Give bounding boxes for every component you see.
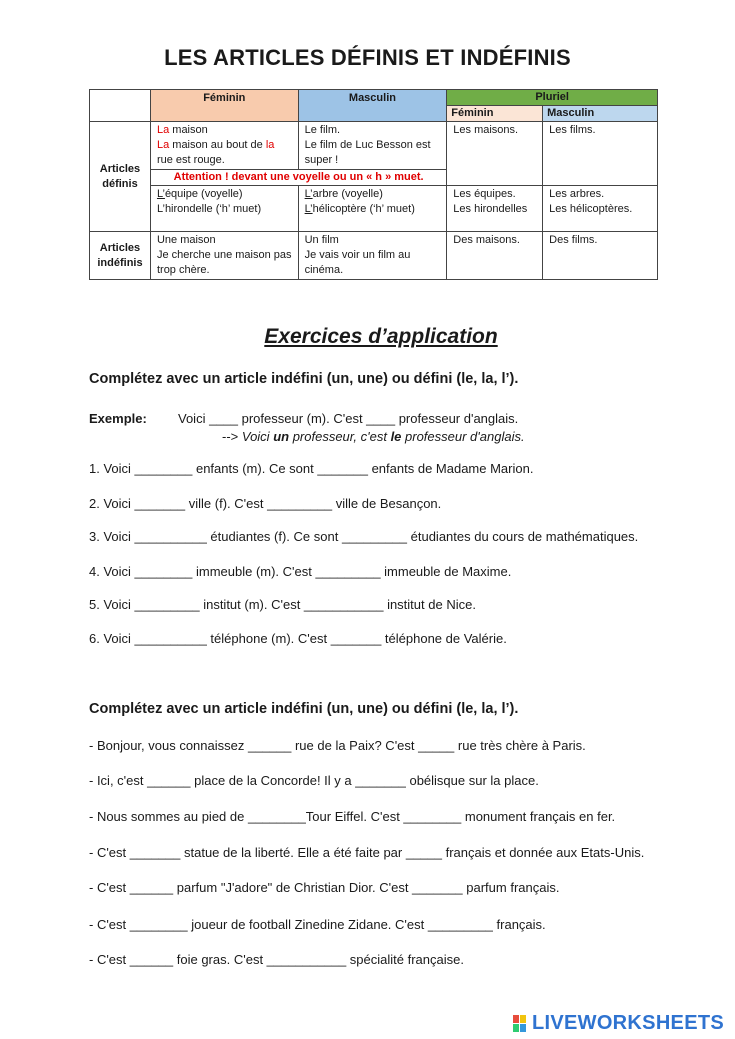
text-voir-film: Je vais voir un film au cinéma. xyxy=(304,249,411,276)
exercise1-item: 5. Voici _________ institut (m). C'est ___________ institut de Nice. xyxy=(89,597,476,612)
example-answer-article: un xyxy=(273,429,290,444)
cell-voyelle-pluriel-masculin xyxy=(543,186,658,232)
text-maison: maison xyxy=(169,124,208,136)
text-les-arbres: Les arbres. xyxy=(549,188,605,200)
article-l-arbre: L’ xyxy=(304,188,313,200)
exercises-subtitle: Exercices d’application xyxy=(264,325,498,348)
article-la-1: La xyxy=(156,124,170,136)
exercise1-item: 2. Voici _______ ville (f). C'est _________ ville de Besançon. xyxy=(89,496,442,511)
article-la-3: la xyxy=(265,139,275,151)
header-pluriel-masculin: Masculin xyxy=(543,106,658,122)
article-l-helicoptere: L’ xyxy=(304,203,313,215)
exercise1-item: 4. Voici ________ immeuble (m). C'est _________ immeuble de Maxime. xyxy=(89,564,512,579)
text-un-film: Un film xyxy=(304,234,339,246)
liveworksheets-logo xyxy=(513,1010,724,1036)
exercise1-item: 6. Voici __________ téléphone (m). C'est _______ téléphone de Valérie. xyxy=(89,631,507,646)
text-rue-rouge: rue est rouge. xyxy=(156,154,225,166)
exercise1-item: 3. Voici __________ étudiantes (f). Ce sont _________ étudiantes du cours de mathématiques. xyxy=(89,529,639,544)
cell-voyelle-feminin xyxy=(150,186,298,232)
cell-def-masculin xyxy=(298,122,447,170)
text-arbre: arbre (voyelle) xyxy=(312,188,383,200)
exercise2-item: - C'est ________ joueur de football Zinedine Zidane. C'est _________ français. xyxy=(89,917,546,932)
text-les-helicopteres: Les hélicoptères. xyxy=(549,203,633,215)
text-hirondelle: hirondelle (‘h’ muet) xyxy=(164,203,262,215)
exercise2-item: - Bonjour, vous connaissez ______ rue de la Paix? C'est _____ rue très chère à Paris. xyxy=(89,738,586,753)
exercise2-item: - C'est ______ foie gras. C'est ___________ spécialité française. xyxy=(89,952,464,967)
exercise2-item: - C'est ______ parfum "J'adore" de Christian Dior. C'est _______ parfum français. xyxy=(89,880,560,895)
exercise2-item: - C'est _______ statue de la liberté. Elle a été faite par _____ français et donnée aux Etats-Unis. xyxy=(89,845,645,860)
articles-table xyxy=(89,89,658,280)
header-pluriel: Pluriel xyxy=(447,90,658,106)
article-la-2: La xyxy=(156,139,170,151)
header-pluriel-feminin: Féminin xyxy=(447,106,543,122)
text-les-equipes: Les équipes. xyxy=(453,188,516,200)
row-header-definis: Articles définis xyxy=(90,122,151,232)
cell-def-pluriel-feminin: Les maisons. xyxy=(447,122,543,186)
example-answer-part: professeur, c'est xyxy=(289,429,391,444)
example-answer-part: professeur d'anglais. xyxy=(401,429,525,444)
example-arrow: --> xyxy=(222,429,242,444)
example-label: Exemple: xyxy=(89,411,147,426)
example-answer-article: le xyxy=(390,429,402,444)
header-masculin: Masculin xyxy=(298,90,447,122)
liveworksheets-icon xyxy=(513,1013,529,1033)
section2-heading: Complétez avec un article indéfini (un, une) ou défini (le, la, l’). xyxy=(89,701,519,717)
table-corner-cell xyxy=(90,90,151,122)
section1-heading: Complétez avec un article indéfini (un, une) ou défini (le, la, l’). xyxy=(89,371,519,387)
text-equipe: équipe (voyelle) xyxy=(164,188,243,200)
exercise1-item: 1. Voici ________ enfants (m). Ce sont _______ enfants de Madame Marion. xyxy=(89,461,534,476)
exercise2-item: - Nous sommes au pied de ________Tour Eiffel. C'est ________ monument français en fer. xyxy=(89,809,616,824)
text-le-film-besson: Le film de Luc Besson est super ! xyxy=(304,139,431,166)
example-answer-part: Voici xyxy=(241,429,274,444)
cell-ind-masculin xyxy=(298,232,447,280)
cell-voyelle-masculin xyxy=(298,186,447,232)
text-cherche-maison: Je cherche une maison pas trop chère. xyxy=(156,249,292,276)
article-l-equipe: L’ xyxy=(156,188,165,200)
example-answer xyxy=(222,429,525,444)
cell-voyelle-pluriel-feminin xyxy=(447,186,543,232)
article-l-hirondelle: L’ xyxy=(156,203,165,215)
example-text: Voici ____ professeur (m). C'est ____ professeur d'anglais. xyxy=(178,411,519,426)
logo-text: LIVEWORKSHEETS xyxy=(532,1011,724,1034)
cell-ind-pluriel-feminin: Des maisons. xyxy=(447,232,543,280)
text-les-hirondelles: Les hirondelles xyxy=(453,203,528,215)
text-une-maison: Une maison xyxy=(156,234,216,246)
cell-def-pluriel-masculin: Les films. xyxy=(543,122,658,186)
text-maison-bout: maison au bout de xyxy=(169,139,266,151)
exercise2-item: - Ici, c'est ______ place de la Concorde! Il y a _______ obélisque sur la place. xyxy=(89,773,539,788)
cell-def-feminin xyxy=(150,122,298,170)
row-header-indefinis: Articles indéfinis xyxy=(90,232,151,280)
text-helicoptere: hélicoptère (‘h’ muet) xyxy=(312,203,415,215)
attention-note: Attention ! devant une voyelle ou un « h » muet. xyxy=(150,170,446,186)
cell-ind-feminin xyxy=(150,232,298,280)
header-feminin: Féminin xyxy=(150,90,298,122)
page-title: LES ARTICLES DÉFINIS ET INDÉFINIS xyxy=(164,45,571,70)
cell-ind-pluriel-masculin: Des films. xyxy=(543,232,658,280)
text-le-film: Le film. xyxy=(304,124,341,136)
